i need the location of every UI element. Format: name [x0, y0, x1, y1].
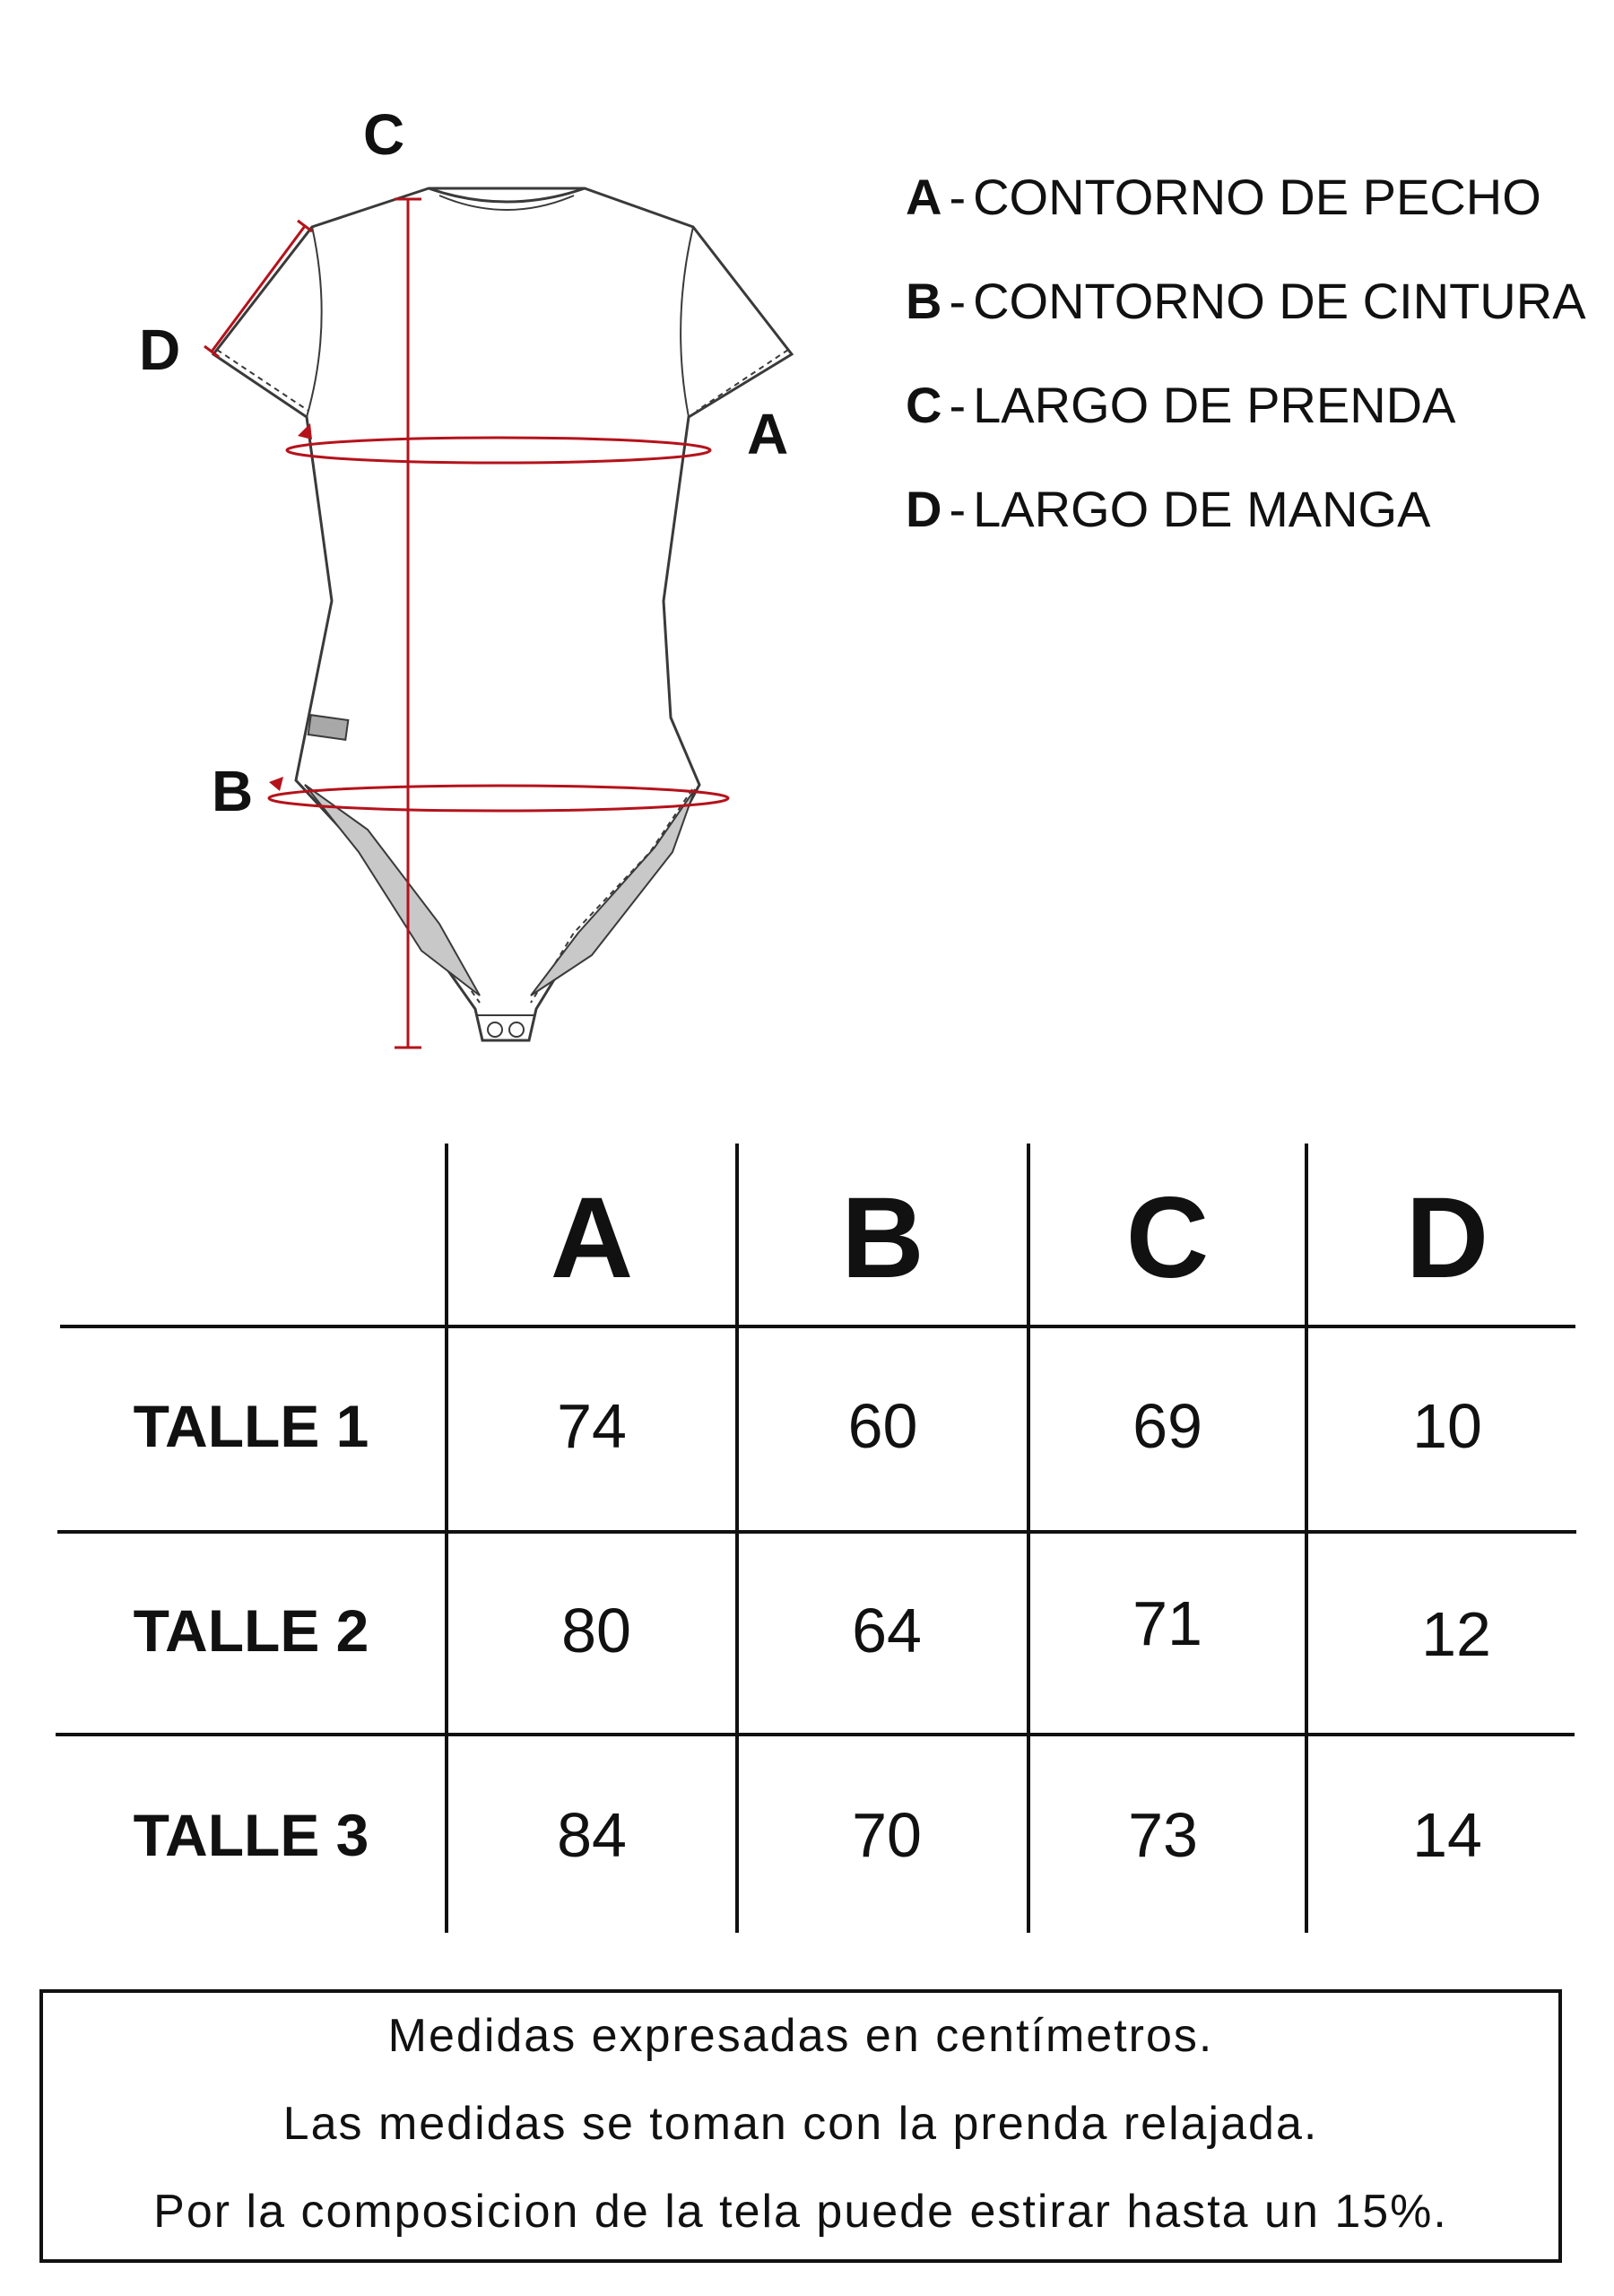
left-leg-lining: [305, 785, 480, 996]
measurement-lines: [204, 199, 728, 1048]
legend-text: LARGO DE MANGA: [973, 481, 1431, 537]
table-cell: 64: [852, 1596, 922, 1665]
legend-letter: C: [906, 377, 942, 433]
table-cell: 14: [1412, 1800, 1482, 1870]
table-cell: 74: [557, 1391, 627, 1461]
bodysuit-outline: [213, 188, 792, 1040]
table-cell: 71: [1132, 1588, 1202, 1658]
diagram-label-a: A: [747, 402, 789, 466]
legend-text: CONTORNO DE CINTURA: [973, 273, 1586, 329]
diagram-label-c: C: [363, 102, 405, 167]
garment-diagram: [0, 0, 897, 1076]
table-cell: 69: [1132, 1391, 1202, 1461]
measurement-notes-box: [39, 1989, 1562, 2263]
bodysuit-illustration: [0, 0, 897, 1076]
table-divider: [735, 1144, 739, 1933]
note-line: Por la composicion de la tela puede estirar hasta un 15%.: [153, 2186, 1448, 2238]
table-divider: [1027, 1144, 1030, 1933]
table-cell: 80: [561, 1596, 631, 1665]
legend-separator: -: [949, 481, 967, 537]
table-cell: 73: [1128, 1800, 1198, 1870]
table-cell: 84: [557, 1800, 627, 1870]
legend-text: CONTORNO DE PECHO: [973, 169, 1541, 225]
row-label-talle-3: TALLE 3: [133, 1802, 369, 1868]
column-header-a: A: [550, 1173, 634, 1302]
table-divider: [56, 1733, 1575, 1736]
legend-item-a: [906, 166, 1587, 270]
legend-separator: -: [949, 273, 967, 329]
row-label-talle-2: TALLE 2: [133, 1597, 369, 1664]
column-header-c: C: [1125, 1173, 1210, 1302]
waist-arrow-icon: [269, 777, 283, 791]
diagram-label-d: D: [139, 317, 181, 382]
legend-letter: D: [906, 481, 942, 537]
note-line: Medidas expresadas en centímetros.: [387, 2010, 1214, 2062]
legend-letter: B: [906, 273, 942, 329]
table-divider: [1305, 1144, 1308, 1933]
legend-item-b: [906, 270, 1587, 374]
diagram-label-b: B: [212, 759, 254, 823]
column-header-b: B: [841, 1173, 924, 1302]
legend-separator: -: [949, 377, 967, 433]
chest-arrow-icon: [298, 423, 312, 439]
table-cell: 10: [1412, 1391, 1482, 1461]
table-divider: [60, 1325, 1575, 1328]
table-cell: 60: [847, 1391, 918, 1461]
table-divider: [57, 1530, 1576, 1534]
column-header-d: D: [1405, 1173, 1489, 1302]
table-divider: [445, 1144, 448, 1933]
measurement-legend: [906, 166, 1587, 582]
care-label-tag: [308, 715, 349, 740]
note-line: Las medidas se toman con la prenda relajada.: [282, 2098, 1319, 2150]
snap-button-left: [488, 1022, 502, 1037]
snap-button-right: [509, 1022, 524, 1037]
legend-text: LARGO DE PRENDA: [973, 377, 1456, 433]
legend-item-c: [906, 374, 1587, 478]
legend-separator: -: [949, 169, 967, 225]
table-cell: 70: [852, 1800, 922, 1870]
legend-letter: A: [906, 169, 942, 225]
row-label-talle-1: TALLE 1: [133, 1393, 369, 1459]
table-cell: 12: [1421, 1599, 1491, 1669]
legend-item-d: [906, 478, 1587, 582]
